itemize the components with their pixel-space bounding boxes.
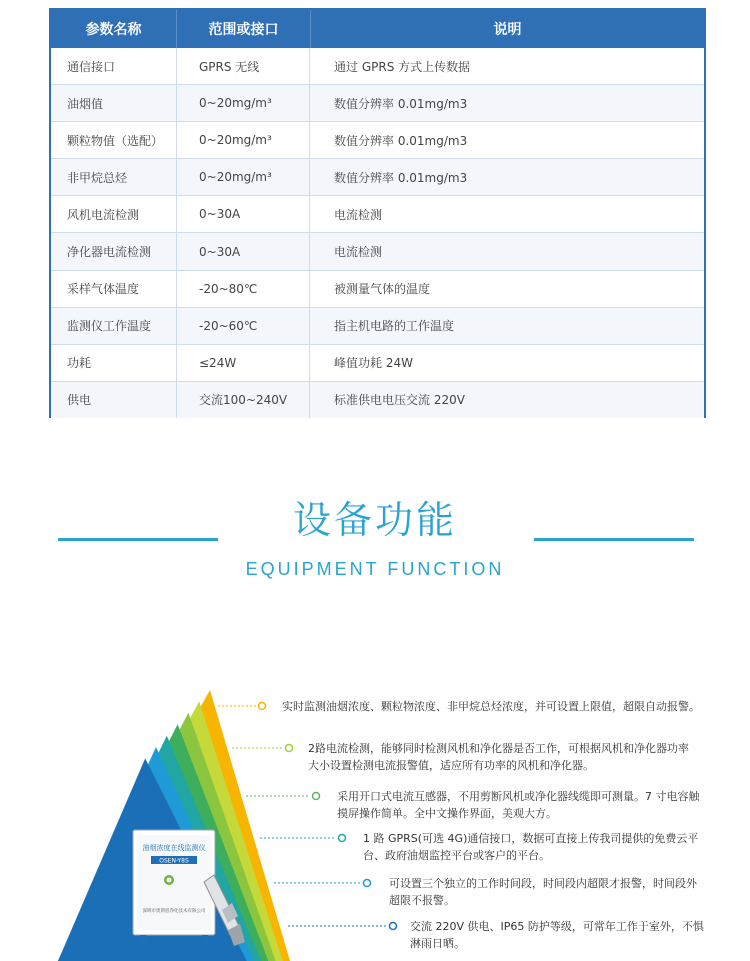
range-cell: 0~30A [176,196,309,232]
param-name-cell: 风机电流检测 [67,207,140,222]
param-name-cell: 采样气体温度 [67,282,140,297]
feature-item [282,698,722,715]
description-cell: 标准供电电压交流 220V [309,382,704,418]
table-row [51,158,704,195]
feature-text: 台、政府油烟监控平台或客户的平台。 [363,849,550,862]
range-cell: 0~20mg/m³ [176,85,309,121]
feature-item [410,918,722,952]
title-divider-left [58,538,218,541]
table-row [51,232,704,269]
bullet-dot-icon [259,703,266,710]
description-cell: 被测量气体的温度 [309,271,704,307]
range-cell: 交流100~240V [176,382,309,418]
feature-item [337,788,722,822]
param-name-cell: 监测仪工作温度 [67,319,152,334]
device-title: 油烟浓度在线监测仪 [142,844,206,852]
header-range: 范围或接口 [176,10,310,48]
section-title: 设备功能 [292,498,457,542]
feature-text: 实时监测油烟浓度、颗粒物浓度、非甲烷总烃浓度，并可设置上限值，超限自动报警。 [282,700,700,713]
range-cell: GPRS 无线 [176,48,309,84]
description-cell: 数值分辨率 0.01mg/m3 [309,122,704,158]
table-row [51,270,704,307]
section-subtitle: EQUIPMENT FUNCTION [245,559,505,579]
feature-item [308,740,722,774]
feature-text: 交流 220V 供电、IP65 防护等级，可常年工作于室外，不惧 [410,920,704,933]
table-row [51,195,704,232]
range-cell: 0~30A [176,233,309,269]
feature-text: 大小设置检测电流报警值，适应所有功率的风机和净化器。 [308,759,594,772]
monitor-device-image [133,830,215,944]
range-cell: ≤24W [176,345,309,381]
feature-text: 采用开口式电流互感器，不用剪断风机或净化器线缆即可测量。7 寸电容触 [337,790,700,803]
range-cell: -20~80℃ [176,271,309,307]
range-cell: -20~60℃ [176,308,309,344]
feature-text: 2路电流检测，能够同时检测风机和净化器是否工作，可根据风机和净化器功率 [308,742,689,755]
table-row [51,48,704,84]
feature-text: 淋雨日晒。 [410,937,465,950]
description-cell: 数值分辨率 0.01mg/m3 [309,85,704,121]
bullet-dot-icon [364,880,371,887]
description-cell: 电流检测 [309,233,704,269]
param-name-cell: 供电 [67,393,92,408]
table-row [51,121,704,158]
feature-text: 摸屏操作简单。全中文操作界面，美观大方。 [337,807,557,820]
table-row [51,381,704,418]
description-cell: 数值分辨率 0.01mg/m3 [309,159,704,195]
table-row [51,344,704,381]
param-name-cell: 通信接口 [67,59,116,74]
header-description: 说明 [310,10,704,48]
device-company: 深圳市奥斯恩净化技术有限公司 [142,909,206,914]
table-row [51,84,704,121]
param-name-cell: 油烟值 [67,96,104,111]
table-header [51,10,704,48]
bullet-dot-icon [339,835,346,842]
header-param-name: 参数名称 [85,22,142,38]
spec-table [49,8,706,418]
description-cell: 指主机电路的工作温度 [309,308,704,344]
table-body [51,48,704,418]
bullet-dot-icon [286,745,293,752]
param-name-cell: 净化器电流检测 [67,245,152,260]
table-row [51,307,704,344]
range-cell: 0~20mg/m³ [176,159,309,195]
title-divider-right [534,538,694,541]
feature-text: 1 路 GPRS(可选 4G)通信接口，数据可直接上传我司提供的免费云平 [363,832,699,845]
device-model: OSEN-Y8S [159,857,189,865]
feature-text: 可设置三个独立的工作时间段，时间段内超限才报警，时间段外 [389,877,697,890]
feature-item [389,875,722,909]
description-cell: 峰值功耗 24W [309,345,704,381]
feature-pyramid [0,680,750,961]
feature-item [363,830,722,864]
bullet-dot-icon [390,923,397,930]
description-cell: 通过 GPRS 方式上传数据 [309,48,704,84]
description-cell: 电流检测 [309,196,704,232]
param-name-cell: 功耗 [67,356,92,371]
param-name-cell: 颗粒物值（选配） [67,133,164,148]
param-name-cell: 非甲烷总烃 [67,170,128,185]
range-cell: 0~20mg/m³ [176,122,309,158]
feature-text: 超限不报警。 [389,894,455,907]
bullet-dot-icon [313,793,320,800]
